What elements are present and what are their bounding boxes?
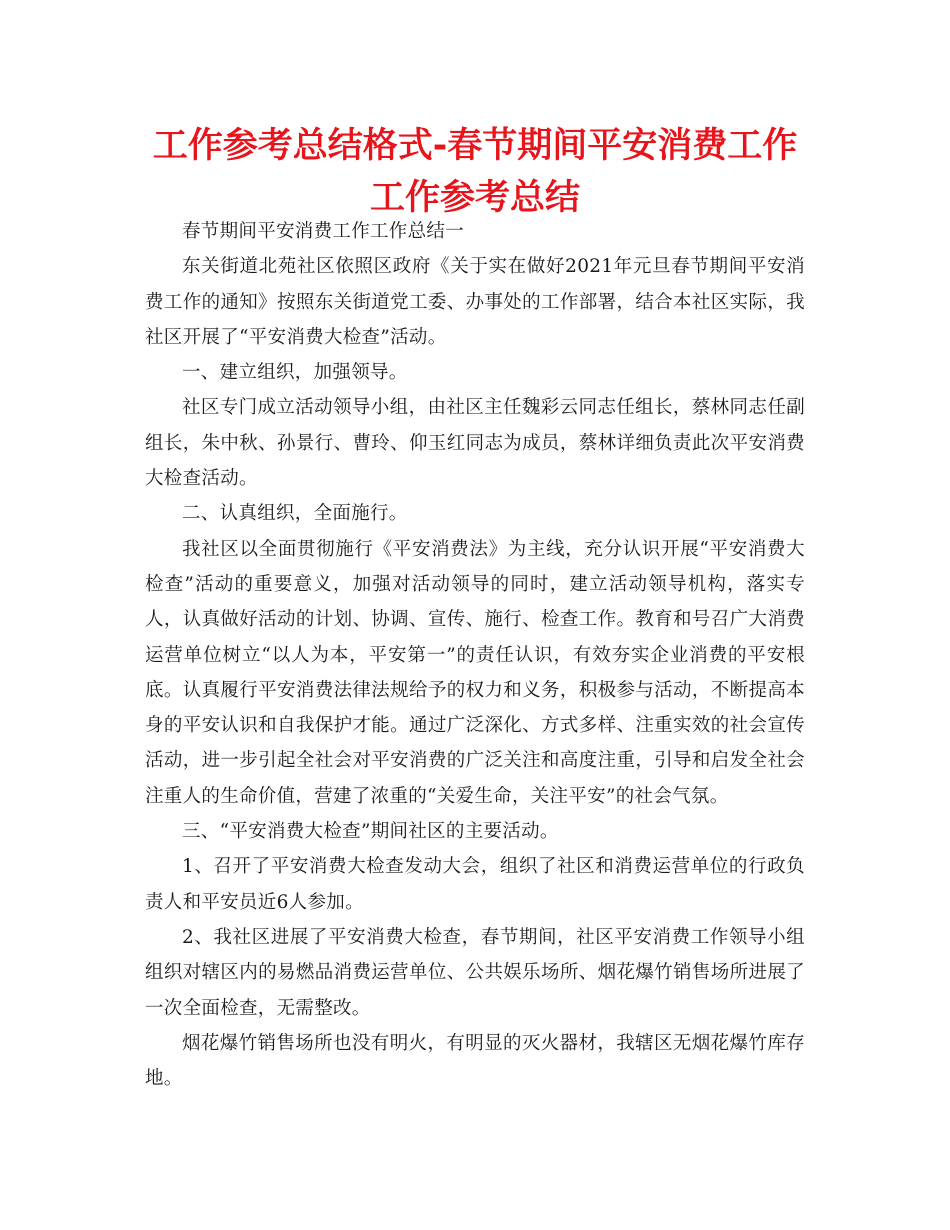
paragraph: 东关街道北苑社区依照区政府《关于实在做好2021年元旦春节期间平安消费工作的通知》按照东关街道党工委、办事处的工作部署，结合本社区实际，我社区开展了“平安消费大检查”活动。 [145,256,805,348]
document-title: 工作参考总结格式-春节期间平安消费工作工作参考总结 [152,126,798,218]
section-heading: 春节期间平安消费工作工作总结一 [182,221,465,242]
paragraph: 1、召开了平安消费大检查发动大会，组织了社区和消费运营单位的行政负责人和平安员近6人参加。 [145,856,805,913]
paragraph: 我社区以全面贯彻施行《平安消费法》为主线，充分认识开展“平安消费大检查”活动的重要意义，加强对活动领导的同时，建立活动领导机构，落实专人，认真做好活动的计划、协调、宣传、施行、检查工作。教育和号召广大消费运营单位树立“以人为本，平安第一”的责任认识，有效夯实企业消费的平安根底。认真履行平安消费法律法规给予的权力和义务，积极参与活动，不断提高本身的平安认识和自我保护才能。通过广泛深化、方式多样、注重实效的社会宣传活动，进一步引起全社会对平安消费的广泛关注和高度注重，引导和启发全社会注重人的生命价值，营建了浓重的“关爱生命，关注平安”的社会气氛。 [145,538,805,807]
paragraph: 烟花爆竹销售场所也没有明火，有明显的灭火器材，我辖区无烟花爆竹库存地。 [145,1032,805,1090]
section-heading: 一、建立组织，加强领导。 [182,362,408,384]
section-heading: 三、“平安消费大检查”期间社区的主要活动。 [182,821,559,843]
document-body [145,214,805,1096]
paragraph: 社区专门成立活动领导小组，由社区主任魏彩云同志任组长，蔡林同志任副组长，朱中秋、孙景行、曹玲、仰玉红同志为成员，蔡林详细负责此次平安消费大检查活动。 [145,397,805,490]
paragraph: 2、我社区进展了平安消费大检查，春节期间，社区平安消费工作领导小组组织对辖区内的易燃品消费运营单位、公共娱乐场所、烟花爆竹销售场所进展了一次全面检查，无需整改。 [145,926,805,1019]
section-heading: 二、认真组织，全面施行。 [182,503,408,525]
